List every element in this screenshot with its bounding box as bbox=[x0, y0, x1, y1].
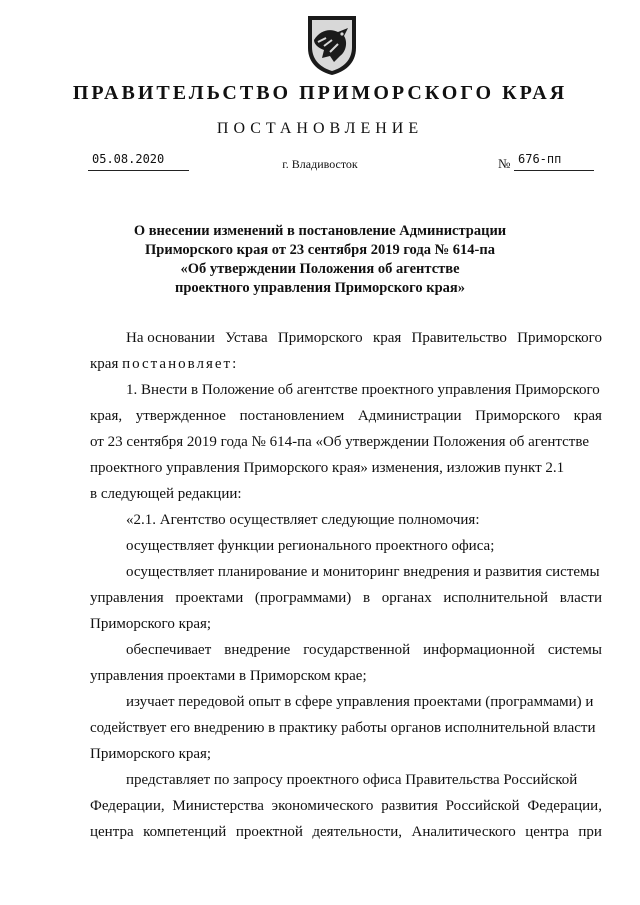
document-body bbox=[90, 325, 602, 845]
body-line: Приморского края; bbox=[90, 746, 212, 762]
body-line: «2.1. Агентство осуществляет следующие полномочия: bbox=[126, 512, 480, 528]
document-date: 05.08.2020 bbox=[92, 152, 165, 166]
body-line: осуществляет планирование и мониторинг внедрения и развития системы bbox=[126, 564, 600, 580]
body-line: представляет по запросу проектного офиса Правительства Российской bbox=[126, 772, 578, 788]
body-line: обеспечивает внедрение государственной информационной системы bbox=[126, 642, 602, 658]
body-line: управления проектами (программами) в органах исполнительной власти bbox=[90, 590, 602, 606]
document-city: г. Владивосток bbox=[282, 157, 358, 171]
body-line: управления проектами в Приморском крае; bbox=[90, 668, 367, 684]
resolves-word: постановляет: bbox=[122, 356, 239, 372]
body-line: Приморского края; bbox=[90, 616, 212, 632]
body-line: На основании Устава Приморского края Правительство Приморского bbox=[126, 330, 602, 346]
body-line: изучает передовой опыт в сфере управления проектами (программами) и bbox=[126, 694, 594, 710]
document-number: 676-пп bbox=[518, 152, 562, 166]
title-line: Приморского края от 23 сентября 2019 года № 614-па bbox=[145, 242, 495, 258]
body-line: Федерации, Министерства экономического развития Российской Федерации, bbox=[90, 798, 602, 814]
body-line: края постановляет: bbox=[90, 356, 239, 372]
organization-name: ПРАВИТЕЛЬСТВО ПРИМОРСКОГО КРАЯ bbox=[72, 82, 568, 104]
document-title bbox=[0, 222, 640, 298]
body-line: содействует его внедрению в практику работы органов исполнительной власти bbox=[90, 720, 596, 736]
body-line: от 23 сентября 2019 года № 614-па «Об утверждении Положения об агентстве bbox=[90, 434, 590, 450]
number-underline bbox=[514, 170, 594, 171]
body-line: края, утвержденное постановлением Администрации Приморского края bbox=[90, 408, 602, 424]
body-line: осуществляет функции регионального проектного офиса; bbox=[126, 538, 495, 554]
title-line: «Об утверждении Положения об агентстве bbox=[180, 261, 460, 277]
number-label: № bbox=[498, 156, 511, 171]
title-line: проектного управления Приморского края» bbox=[175, 280, 465, 296]
coat-of-arms-icon bbox=[304, 12, 360, 76]
body-line: 1. Внести в Положение об агентстве проектного управления Приморского bbox=[126, 382, 600, 398]
title-line: О внесении изменений в постановление Администрации bbox=[133, 223, 507, 239]
body-line: центра компетенций проектной деятельности, Аналитического центра при bbox=[90, 824, 602, 840]
document-type: ПОСТАНОВЛЕНИЕ bbox=[216, 120, 424, 137]
body-line: проектного управления Приморского края» изменения, изложив пункт 2.1 bbox=[90, 460, 565, 476]
body-line: в следующей редакции: bbox=[90, 486, 242, 502]
